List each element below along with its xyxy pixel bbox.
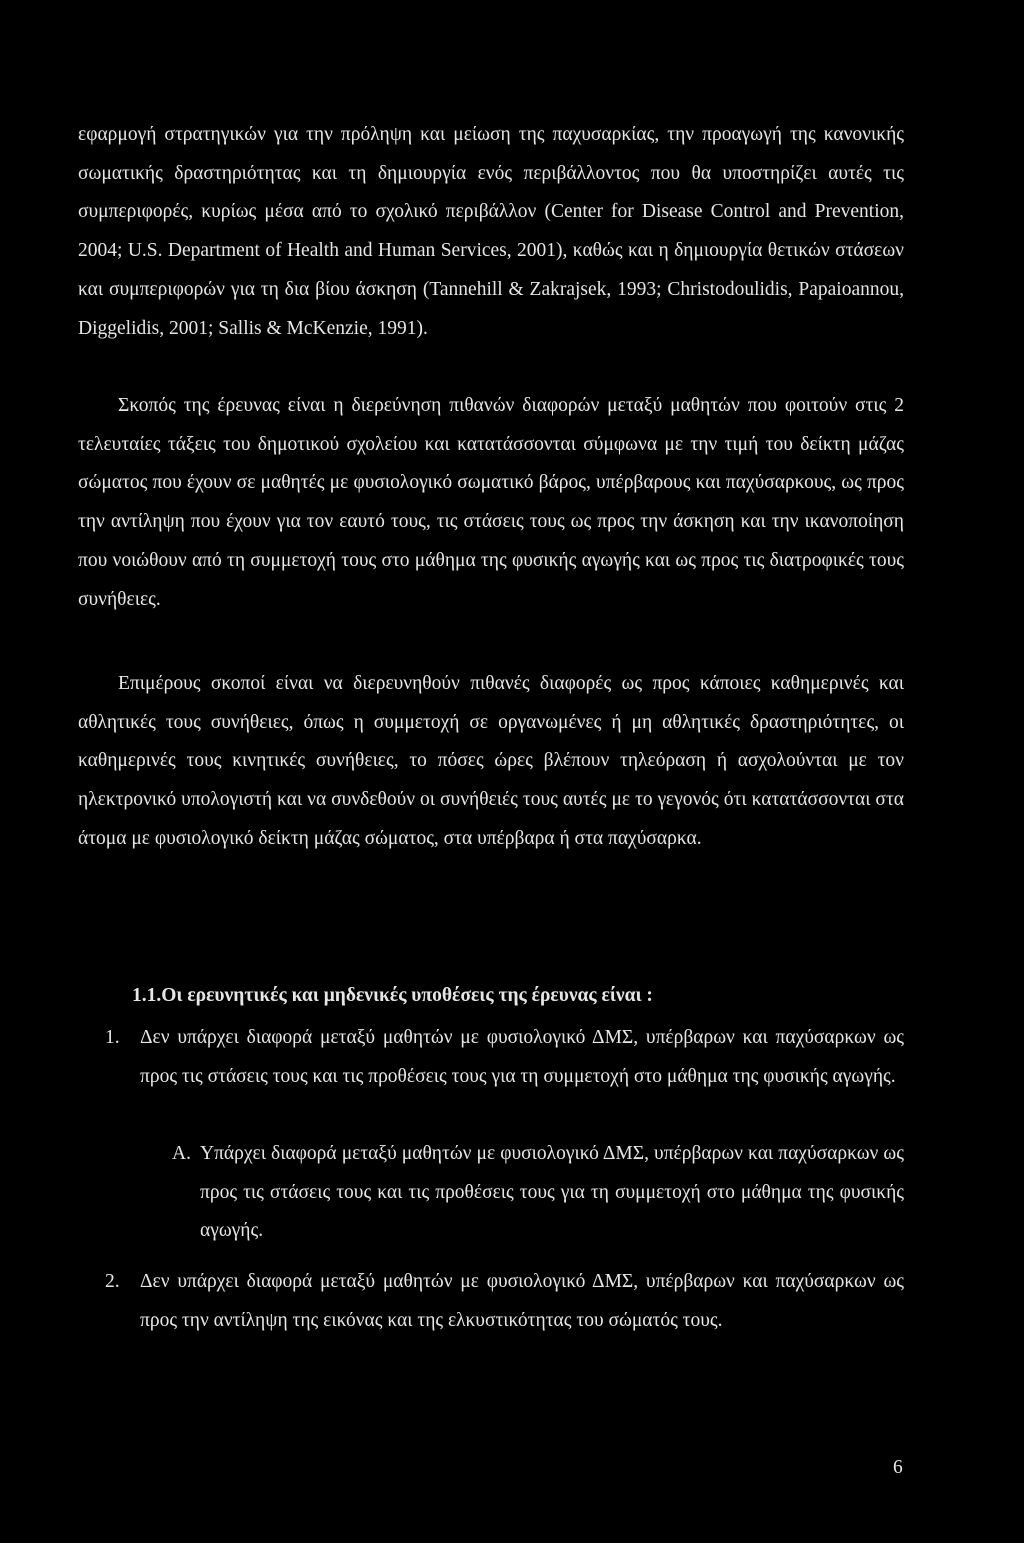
- hypothesis-1a-number: Α.: [172, 1143, 191, 1164]
- section-heading: 1.1.Οι ερευνητικές και μηδενικές υποθέσεις της έρευνας είναι :: [132, 985, 653, 1006]
- hypothesis-2-number: 2.: [105, 1271, 120, 1292]
- hypothesis-1-number: 1.: [105, 1027, 120, 1048]
- page-number: 6: [893, 1457, 903, 1478]
- aim-paragraph: Σκοπός της έρευνας είναι η διερεύνηση πιθανών διαφορών μεταξύ μαθητών που φοιτούν στις 2 τελευταίες τάξεις του δημοτικού σχολείου και κατατάσσονται σύμφωνα με την τιμή του δείκτη μάζας σώματος που έχουν σε μαθητές με φυσιολογικό σωματικό βάρος, υπέρβαρους και παχύσαρκους, ως προς την αντίληψη που έχουν για τον εαυτό τους, τις στάσεις τους ως προς την άσκηση και την ικανοποίηση που νοιώθουν από τη συμμετοχή τους στο μάθημα της φυσικής αγωγής και ως προς τις διατροφικές τους συνήθειες.: [78, 395, 904, 610]
- aim-paragraph-block: [78, 387, 904, 619]
- intro-paragraph: εφαρμογή στρατηγικών για την πρόληψη και μείωση της παχυσαρκίας, την προαγωγή της κανονικής σωματικής δραστηριότητας και τη δημιουργία ενός περιβάλλοντος που θα υποστηρίζει αυτές τις συμπεριφορές, κυρίως μέσα από το σχολικό περιβάλλον (Center for Disease Control and Prevention, 2004; U.S. Department of Health and Human Services, 2001), καθώς και η δημιουργία θετικών στάσεων και συμπεριφορών για τη δια βίου άσκηση (Tannehill & Zakrajsek, 1993; Christodoulidis, Papaioannou, Diggelidis, 2001; Sallis & McKenzie, 1991).: [78, 124, 904, 339]
- intro-paragraph-block: [78, 116, 904, 348]
- subaims-paragraph-block: [78, 665, 904, 859]
- subaims-paragraph: Επιμέρους σκοποί είναι να διερευνηθούν πιθανές διαφορές ως προς κάποιες καθημερινές και αθλητικές τους συνήθειες, όπως η συμμετοχή σε οργανωμένες ή μη αθλητικές δραστηριότητες, οι καθημερινές τους κινητικές συνήθειες, το πόσες ώρες βλέπουν τηλεόραση ή ασχολούνται με τον ηλεκτρονικό υπολογιστή και να συνδεθούν οι συνήθειές τους αυτές με το γεγονός ότι κατατάσσονται στα άτομα με φυσιολογικό δείκτη μάζας σώματος, στα υπέρβαρα ή στα παχύσαρκα.: [78, 673, 904, 849]
- hypothesis-2-text: Δεν υπάρχει διαφορά μεταξύ μαθητών με φυσιολογικό ΔΜΣ, υπέρβαρων και παχύσαρκων ως προς την αντίληψη της εικόνας και της ελκυστικότητας του σώματός τους.: [140, 1271, 904, 1331]
- hypothesis-1-text: Δεν υπάρχει διαφορά μεταξύ μαθητών με φυσιολογικό ΔΜΣ, υπέρβαρων και παχύσαρκων ως προς τις στάσεις τους και τις προθέσεις τους για τη συμμετοχή στο μάθημα της φυσικής αγωγής.: [140, 1027, 904, 1087]
- hypothesis-1a-text: Υπάρχει διαφορά μεταξύ μαθητών με φυσιολογικό ΔΜΣ, υπέρβαρων και παχύσαρκων ως προς τις στάσεις τους και τις προθέσεις τους για τη συμμετοχή στο μάθημα της φυσικής αγωγής.: [200, 1143, 904, 1242]
